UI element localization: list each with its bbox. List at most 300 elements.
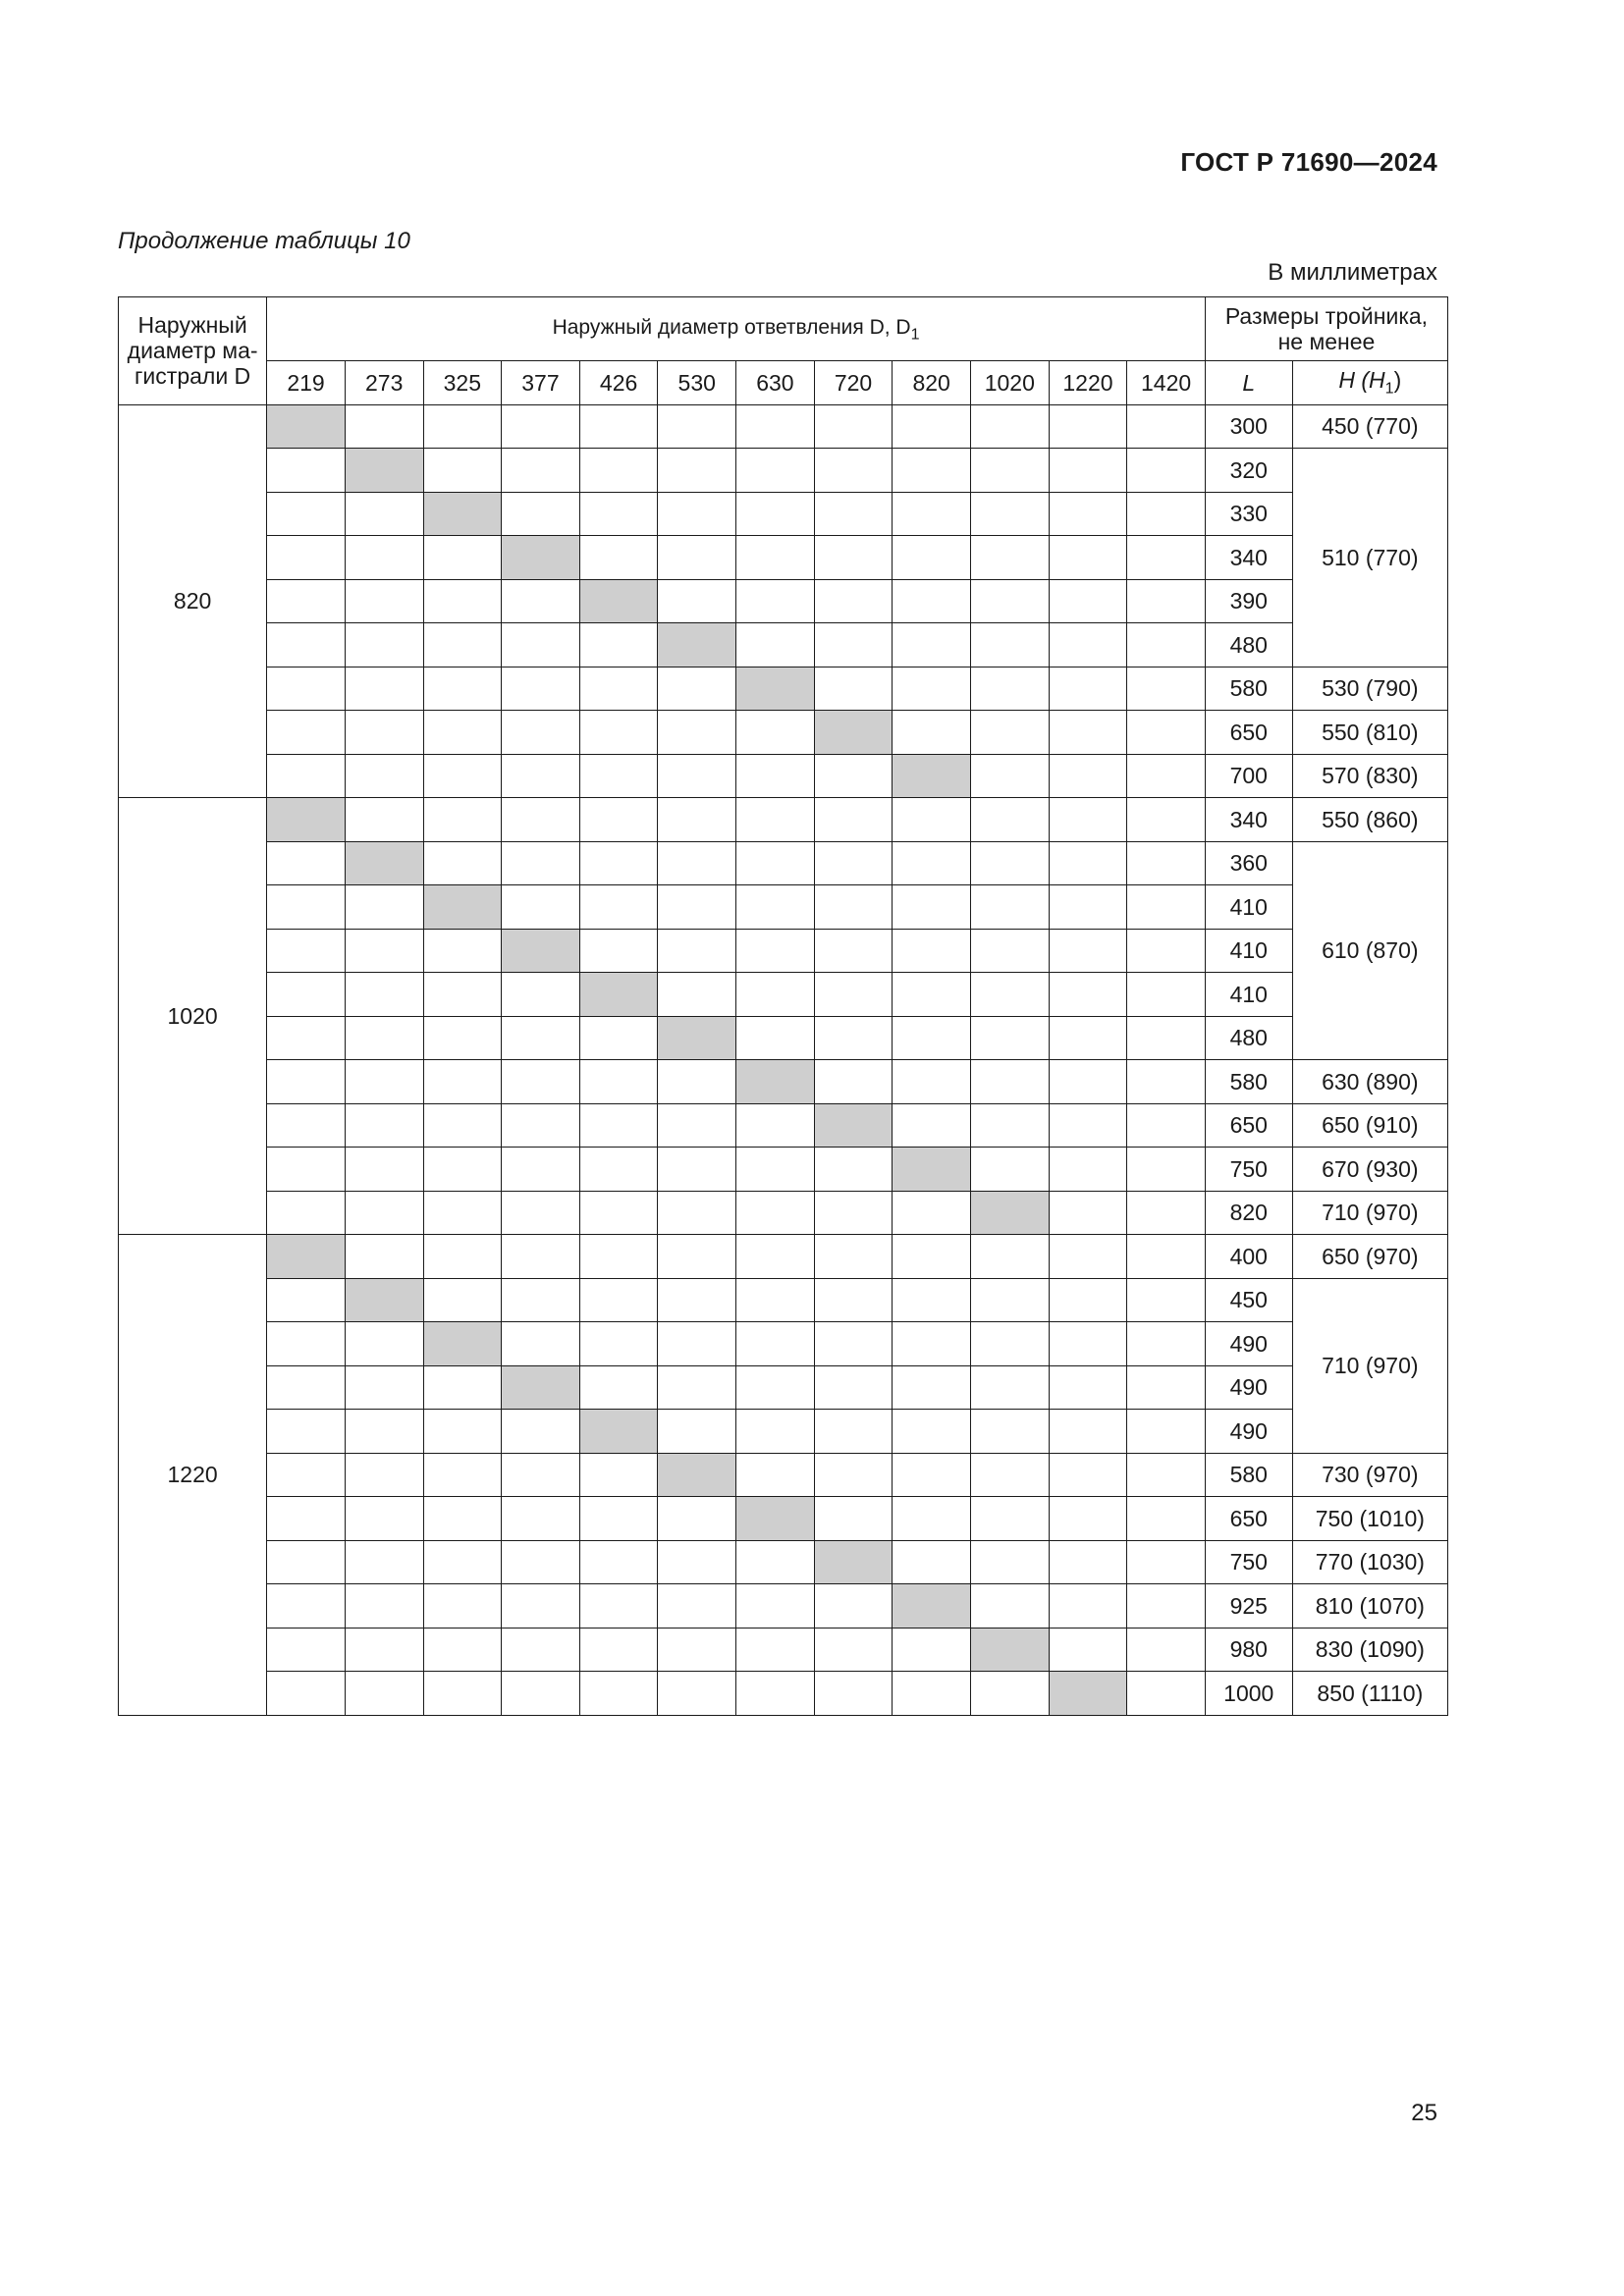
- empty-cell: [736, 1103, 815, 1148]
- branch-diameter-col-header: 219: [267, 361, 346, 405]
- empty-cell: [267, 492, 346, 536]
- empty-cell: [423, 449, 502, 493]
- shaded-cell: [736, 1060, 815, 1104]
- length-cell: 340: [1205, 536, 1292, 580]
- shaded-cell: [502, 1365, 580, 1410]
- empty-cell: [502, 1235, 580, 1279]
- empty-cell: [502, 973, 580, 1017]
- empty-cell: [345, 1365, 423, 1410]
- empty-cell: [579, 1497, 658, 1541]
- height-col-label: H (H: [1338, 367, 1385, 394]
- height-cell: 750 (1010): [1292, 1497, 1447, 1541]
- empty-cell: [1127, 1322, 1206, 1366]
- empty-cell: [267, 711, 346, 755]
- empty-cell: [345, 711, 423, 755]
- empty-cell: [1049, 1410, 1127, 1454]
- empty-cell: [423, 1540, 502, 1584]
- empty-cell: [814, 1016, 893, 1060]
- empty-cell: [423, 929, 502, 973]
- empty-cell: [893, 449, 971, 493]
- empty-cell: [423, 1584, 502, 1629]
- empty-cell: [970, 1322, 1049, 1366]
- empty-cell: [658, 1191, 736, 1235]
- table-row: [119, 449, 1448, 493]
- empty-cell: [423, 1453, 502, 1497]
- empty-cell: [502, 623, 580, 667]
- empty-cell: [345, 1191, 423, 1235]
- main-diameter-header-line: Наружный: [137, 311, 247, 338]
- shaded-cell: [736, 667, 815, 711]
- empty-cell: [658, 754, 736, 798]
- empty-cell: [345, 536, 423, 580]
- empty-cell: [970, 1278, 1049, 1322]
- empty-cell: [423, 1103, 502, 1148]
- empty-cell: [267, 1278, 346, 1322]
- empty-cell: [893, 1497, 971, 1541]
- empty-cell: [1049, 404, 1127, 449]
- header-row-2: [119, 361, 1448, 405]
- empty-cell: [736, 1016, 815, 1060]
- shaded-cell: [345, 449, 423, 493]
- empty-cell: [970, 1584, 1049, 1629]
- empty-cell: [1049, 1628, 1127, 1672]
- empty-cell: [267, 1497, 346, 1541]
- empty-cell: [658, 1584, 736, 1629]
- empty-cell: [658, 1497, 736, 1541]
- table-row: [119, 973, 1448, 1017]
- empty-cell: [423, 798, 502, 842]
- tee-dimensions-table: [118, 296, 1448, 1716]
- empty-cell: [736, 1540, 815, 1584]
- empty-cell: [1049, 1016, 1127, 1060]
- shaded-cell: [267, 1235, 346, 1279]
- shaded-cell: [893, 1148, 971, 1192]
- empty-cell: [579, 1103, 658, 1148]
- length-cell: 750: [1205, 1540, 1292, 1584]
- length-cell: 450: [1205, 1278, 1292, 1322]
- empty-cell: [970, 754, 1049, 798]
- table-row: [119, 929, 1448, 973]
- empty-cell: [502, 1060, 580, 1104]
- empty-cell: [736, 1628, 815, 1672]
- shaded-cell: [345, 1278, 423, 1322]
- empty-cell: [579, 449, 658, 493]
- empty-cell: [814, 492, 893, 536]
- table-caption: Продолжение таблицы 10: [118, 228, 410, 254]
- shaded-cell: [502, 536, 580, 580]
- shaded-cell: [1049, 1672, 1127, 1716]
- table-row: [119, 1453, 1448, 1497]
- empty-cell: [423, 1497, 502, 1541]
- length-cell: 490: [1205, 1410, 1292, 1454]
- empty-cell: [970, 1453, 1049, 1497]
- empty-cell: [736, 1453, 815, 1497]
- empty-cell: [579, 1322, 658, 1366]
- branch-diameter-col-header: 1420: [1127, 361, 1206, 405]
- empty-cell: [736, 492, 815, 536]
- empty-cell: [814, 667, 893, 711]
- main-diameter-cell: 1220: [119, 1235, 267, 1716]
- empty-cell: [345, 929, 423, 973]
- empty-cell: [1127, 536, 1206, 580]
- empty-cell: [1049, 1365, 1127, 1410]
- shaded-cell: [814, 1103, 893, 1148]
- empty-cell: [423, 754, 502, 798]
- empty-cell: [423, 1060, 502, 1104]
- height-cell: 850 (1110): [1292, 1672, 1447, 1716]
- empty-cell: [423, 1191, 502, 1235]
- table-row: [119, 492, 1448, 536]
- empty-cell: [814, 1148, 893, 1192]
- empty-cell: [970, 1235, 1049, 1279]
- table-row: [119, 1365, 1448, 1410]
- table-row: [119, 1148, 1448, 1192]
- empty-cell: [423, 1410, 502, 1454]
- empty-cell: [423, 973, 502, 1017]
- table-row: [119, 1103, 1448, 1148]
- empty-cell: [579, 841, 658, 885]
- empty-cell: [1049, 841, 1127, 885]
- empty-cell: [1127, 579, 1206, 623]
- length-cell: 410: [1205, 973, 1292, 1017]
- empty-cell: [502, 667, 580, 711]
- shaded-cell: [814, 711, 893, 755]
- empty-cell: [970, 1540, 1049, 1584]
- empty-cell: [658, 579, 736, 623]
- empty-cell: [1127, 404, 1206, 449]
- empty-cell: [970, 885, 1049, 930]
- empty-cell: [814, 536, 893, 580]
- empty-cell: [814, 1322, 893, 1366]
- empty-cell: [423, 404, 502, 449]
- empty-cell: [736, 623, 815, 667]
- document-code: ГОСТ Р 71690—2024: [1180, 147, 1437, 177]
- empty-cell: [893, 1235, 971, 1279]
- empty-cell: [814, 1191, 893, 1235]
- empty-cell: [502, 798, 580, 842]
- shaded-cell: [893, 754, 971, 798]
- empty-cell: [736, 973, 815, 1017]
- empty-cell: [1127, 449, 1206, 493]
- shaded-cell: [736, 1497, 815, 1541]
- empty-cell: [970, 929, 1049, 973]
- table-row: [119, 1016, 1448, 1060]
- empty-cell: [814, 404, 893, 449]
- empty-cell: [267, 1672, 346, 1716]
- empty-cell: [658, 929, 736, 973]
- empty-cell: [579, 1191, 658, 1235]
- empty-cell: [893, 973, 971, 1017]
- empty-cell: [970, 667, 1049, 711]
- empty-cell: [1049, 1584, 1127, 1629]
- empty-cell: [345, 492, 423, 536]
- height-cell: 550 (860): [1292, 798, 1447, 842]
- empty-cell: [267, 667, 346, 711]
- shaded-cell: [345, 841, 423, 885]
- height-cell: 710 (970): [1292, 1278, 1447, 1453]
- main-diameter-cell: 820: [119, 404, 267, 798]
- empty-cell: [345, 1016, 423, 1060]
- empty-cell: [658, 885, 736, 930]
- empty-cell: [893, 1322, 971, 1366]
- empty-cell: [814, 623, 893, 667]
- empty-cell: [1127, 1060, 1206, 1104]
- shaded-cell: [267, 798, 346, 842]
- empty-cell: [814, 754, 893, 798]
- empty-cell: [658, 841, 736, 885]
- empty-cell: [893, 1365, 971, 1410]
- empty-cell: [970, 1103, 1049, 1148]
- empty-cell: [267, 973, 346, 1017]
- branch-diameter-col-header: 530: [658, 361, 736, 405]
- empty-cell: [736, 1672, 815, 1716]
- empty-cell: [893, 1410, 971, 1454]
- empty-cell: [893, 1278, 971, 1322]
- empty-cell: [970, 1410, 1049, 1454]
- empty-cell: [970, 973, 1049, 1017]
- empty-cell: [814, 1497, 893, 1541]
- empty-cell: [814, 1584, 893, 1629]
- empty-cell: [736, 1322, 815, 1366]
- empty-cell: [970, 1060, 1049, 1104]
- empty-cell: [893, 885, 971, 930]
- table-row: [119, 1672, 1448, 1716]
- branch-diameter-col-header: 820: [893, 361, 971, 405]
- main-diameter-header-line: диаметр ма-: [127, 338, 258, 364]
- empty-cell: [970, 1016, 1049, 1060]
- empty-cell: [267, 1584, 346, 1629]
- empty-cell: [736, 449, 815, 493]
- empty-cell: [345, 798, 423, 842]
- empty-cell: [345, 1453, 423, 1497]
- table-row: [119, 1235, 1448, 1279]
- empty-cell: [658, 1060, 736, 1104]
- branch-diameter-header: [267, 297, 1206, 361]
- empty-cell: [1127, 1672, 1206, 1716]
- empty-cell: [736, 1365, 815, 1410]
- empty-cell: [579, 1628, 658, 1672]
- empty-cell: [814, 1453, 893, 1497]
- table-row: [119, 1540, 1448, 1584]
- table-row: [119, 667, 1448, 711]
- empty-cell: [579, 536, 658, 580]
- empty-cell: [736, 841, 815, 885]
- length-cell: 330: [1205, 492, 1292, 536]
- empty-cell: [502, 711, 580, 755]
- empty-cell: [423, 579, 502, 623]
- empty-cell: [1049, 711, 1127, 755]
- shaded-cell: [579, 579, 658, 623]
- empty-cell: [502, 1410, 580, 1454]
- empty-cell: [658, 1322, 736, 1366]
- empty-cell: [423, 1016, 502, 1060]
- empty-cell: [658, 492, 736, 536]
- empty-cell: [345, 623, 423, 667]
- empty-cell: [267, 1540, 346, 1584]
- empty-cell: [345, 1584, 423, 1629]
- empty-cell: [814, 1628, 893, 1672]
- empty-cell: [502, 1453, 580, 1497]
- empty-cell: [267, 1016, 346, 1060]
- empty-cell: [502, 1103, 580, 1148]
- table-row: [119, 1497, 1448, 1541]
- length-cell: 580: [1205, 1453, 1292, 1497]
- empty-cell: [579, 798, 658, 842]
- empty-cell: [1127, 841, 1206, 885]
- empty-cell: [502, 1584, 580, 1629]
- empty-cell: [267, 754, 346, 798]
- empty-cell: [1127, 1191, 1206, 1235]
- empty-cell: [814, 449, 893, 493]
- shaded-cell: [579, 1410, 658, 1454]
- empty-cell: [345, 1103, 423, 1148]
- empty-cell: [893, 536, 971, 580]
- empty-cell: [658, 798, 736, 842]
- shaded-cell: [658, 1453, 736, 1497]
- empty-cell: [267, 1103, 346, 1148]
- empty-cell: [893, 1060, 971, 1104]
- empty-cell: [1049, 579, 1127, 623]
- empty-cell: [1127, 885, 1206, 930]
- empty-cell: [970, 1148, 1049, 1192]
- empty-cell: [1127, 667, 1206, 711]
- empty-cell: [267, 1453, 346, 1497]
- table-row: [119, 754, 1448, 798]
- table-row: [119, 1628, 1448, 1672]
- empty-cell: [970, 536, 1049, 580]
- empty-cell: [1049, 798, 1127, 842]
- empty-cell: [502, 754, 580, 798]
- table-row: [119, 536, 1448, 580]
- shaded-cell: [970, 1191, 1049, 1235]
- empty-cell: [658, 667, 736, 711]
- empty-cell: [1049, 1278, 1127, 1322]
- empty-cell: [736, 754, 815, 798]
- empty-cell: [814, 841, 893, 885]
- length-col-header: [1205, 361, 1292, 405]
- empty-cell: [1049, 492, 1127, 536]
- length-cell: 1000: [1205, 1672, 1292, 1716]
- empty-cell: [893, 1540, 971, 1584]
- empty-cell: [736, 536, 815, 580]
- empty-cell: [893, 1628, 971, 1672]
- empty-cell: [1049, 1148, 1127, 1192]
- branch-diameter-col-header: 273: [345, 361, 423, 405]
- empty-cell: [502, 492, 580, 536]
- empty-cell: [658, 1628, 736, 1672]
- empty-cell: [893, 711, 971, 755]
- empty-cell: [579, 1278, 658, 1322]
- empty-cell: [345, 579, 423, 623]
- empty-cell: [658, 536, 736, 580]
- height-cell: 530 (790): [1292, 667, 1447, 711]
- length-cell: 390: [1205, 579, 1292, 623]
- length-cell: 410: [1205, 885, 1292, 930]
- page-number: 25: [1411, 2100, 1437, 2126]
- empty-cell: [267, 885, 346, 930]
- length-cell: 650: [1205, 1497, 1292, 1541]
- shaded-cell: [423, 492, 502, 536]
- empty-cell: [423, 1235, 502, 1279]
- empty-cell: [1049, 929, 1127, 973]
- main-diameter-header: [119, 297, 267, 405]
- length-cell: 340: [1205, 798, 1292, 842]
- height-cell: 810 (1070): [1292, 1584, 1447, 1629]
- height-cell: 610 (870): [1292, 841, 1447, 1060]
- length-cell: 320: [1205, 449, 1292, 493]
- shaded-cell: [970, 1628, 1049, 1672]
- length-cell: 490: [1205, 1322, 1292, 1366]
- table-row: [119, 1322, 1448, 1366]
- empty-cell: [814, 1278, 893, 1322]
- empty-cell: [1049, 1103, 1127, 1148]
- height-cell: 830 (1090): [1292, 1628, 1447, 1672]
- table-row: [119, 1060, 1448, 1104]
- length-col-label: L: [1242, 369, 1256, 396]
- empty-cell: [1127, 798, 1206, 842]
- main-diameter-header-line: гистрали D: [135, 363, 251, 390]
- empty-cell: [345, 1672, 423, 1716]
- empty-cell: [423, 1278, 502, 1322]
- empty-cell: [970, 579, 1049, 623]
- empty-cell: [579, 1365, 658, 1410]
- empty-cell: [1049, 667, 1127, 711]
- empty-cell: [267, 1628, 346, 1672]
- empty-cell: [1127, 973, 1206, 1017]
- empty-cell: [267, 623, 346, 667]
- empty-cell: [970, 798, 1049, 842]
- empty-cell: [1127, 1410, 1206, 1454]
- main-diameter-cell: 1020: [119, 798, 267, 1235]
- empty-cell: [502, 1540, 580, 1584]
- empty-cell: [345, 1540, 423, 1584]
- empty-cell: [1049, 536, 1127, 580]
- length-cell: 400: [1205, 1235, 1292, 1279]
- empty-cell: [736, 1191, 815, 1235]
- empty-cell: [1127, 492, 1206, 536]
- empty-cell: [345, 404, 423, 449]
- empty-cell: [579, 711, 658, 755]
- empty-cell: [1127, 1103, 1206, 1148]
- table-row: [119, 623, 1448, 667]
- table-row: [119, 841, 1448, 885]
- empty-cell: [502, 1016, 580, 1060]
- empty-cell: [736, 798, 815, 842]
- empty-cell: [1049, 1453, 1127, 1497]
- empty-cell: [736, 404, 815, 449]
- length-cell: 490: [1205, 1365, 1292, 1410]
- length-cell: 300: [1205, 404, 1292, 449]
- table-row: [119, 1278, 1448, 1322]
- empty-cell: [579, 623, 658, 667]
- empty-cell: [345, 973, 423, 1017]
- empty-cell: [736, 579, 815, 623]
- empty-cell: [893, 1016, 971, 1060]
- length-cell: 580: [1205, 1060, 1292, 1104]
- empty-cell: [579, 885, 658, 930]
- empty-cell: [502, 841, 580, 885]
- empty-cell: [579, 667, 658, 711]
- empty-cell: [423, 841, 502, 885]
- empty-cell: [345, 754, 423, 798]
- empty-cell: [1127, 1453, 1206, 1497]
- empty-cell: [579, 492, 658, 536]
- empty-cell: [814, 929, 893, 973]
- empty-cell: [267, 1365, 346, 1410]
- empty-cell: [502, 1191, 580, 1235]
- shaded-cell: [814, 1540, 893, 1584]
- empty-cell: [345, 1148, 423, 1192]
